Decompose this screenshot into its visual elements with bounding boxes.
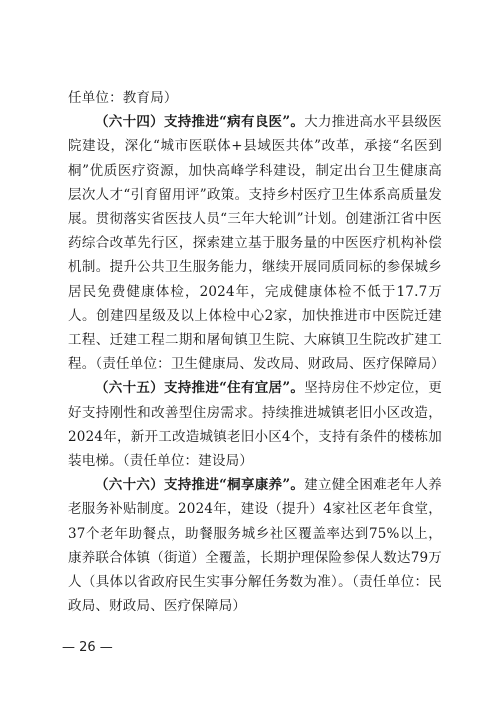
section-65-text: 坚持房住不炒定位，更好支持刚性和改善型住房需求。持续推进城镇老旧小区改造，2024年，新开工改造城镇老旧小区4个，支持有条件的楼栋加装电梯。（责任单位：建设局）: [68, 380, 443, 470]
body-text: [68, 86, 445, 618]
section-64-heading: （六十四）支持推进“病有良医”。: [95, 114, 305, 131]
continuation-text: 任单位：教育局）: [68, 90, 178, 106]
section-64-text: 大力推进高水平县级医院建设，深化“城市医联体+县域医共体”改革，承接“名医到桐”优质医疗资源，加快高峰学科建设，制定出台卫生健康高层次人才“引育留用评”政策。支持乡村医疗卫生体系高质量发展。贯彻落实省医技人员“三年大轮训”计划。创建浙江省中医药综合改革先行区，探索建立基于服务量的中医医疗机构补偿机制。提升公共卫生服务能力，继续开展同质同标的参保城乡居民免费健康体检，2024年，完成健康体检不低于17.7万人。创建四星级及以上体检中心2家，加快推进市中医院迁建工程、迁建工程二期和屠甸镇卫生院、大麻镇卫生院改扩建工程。（责任单位：卫生健康局、发改局、财政局、医疗保障局）: [68, 114, 445, 373]
page-number: — 26 —: [62, 640, 113, 655]
paragraph-66: [68, 473, 442, 618]
paragraph-continuation: [68, 86, 442, 110]
section-65-heading: （六十五）支持推进“住有宜居”。: [95, 380, 305, 397]
paragraph-65: [68, 376, 442, 473]
section-66-text: 建立健全困难老年人养老服务补贴制度。2024年，建设（提升）4家社区老年食堂，37个老年助餐点，助餐服务城乡社区覆盖率达到75%以上，康养联合体镇（街道）全覆盖，长期护理保险参保人数达79万人（具体以省政府民生实事分解任务数为准）。（责任单位：民政局、财政局、医疗保障局）: [68, 477, 443, 615]
section-66-heading: （六十六）支持推进“桐享康养”。: [95, 477, 305, 494]
paragraph-64: [68, 110, 445, 376]
